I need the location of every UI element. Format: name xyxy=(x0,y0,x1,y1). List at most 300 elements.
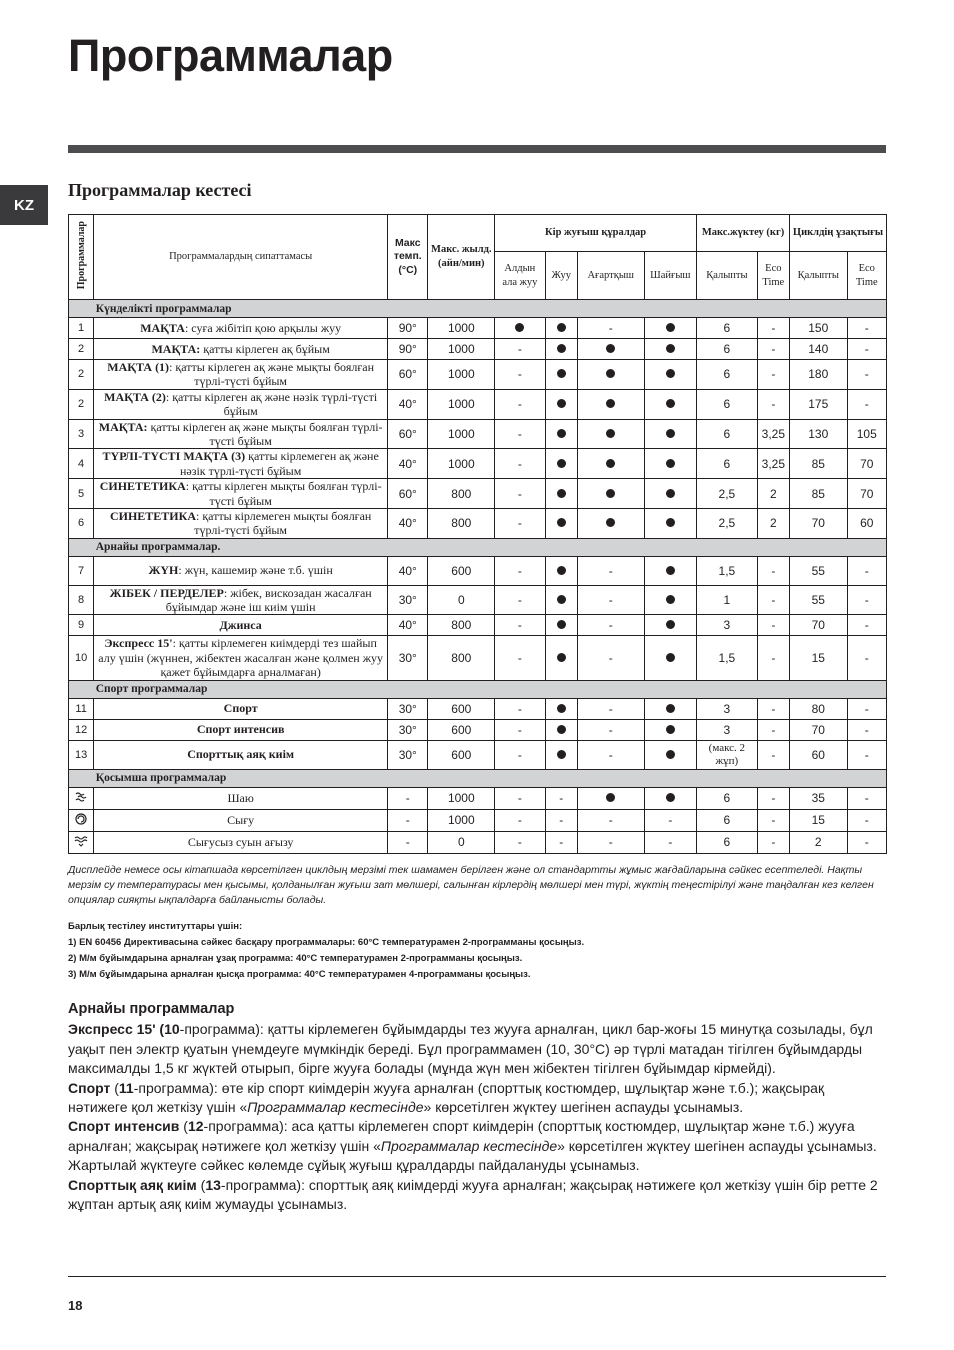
duration-normal-cell: 70 xyxy=(789,615,847,636)
wash-cell xyxy=(545,360,577,390)
table-row xyxy=(69,585,887,615)
max-temp-cell: 40° xyxy=(388,556,428,585)
bullet-icon xyxy=(666,323,675,332)
prewash-cell: - xyxy=(495,479,545,509)
bullet-icon xyxy=(666,793,675,802)
bleach-cell xyxy=(577,419,644,449)
load-eco-cell: - xyxy=(757,636,789,680)
duration-normal-cell: 130 xyxy=(789,419,847,449)
program-description: Спорт интенсив xyxy=(94,719,388,740)
bullet-icon xyxy=(557,750,566,759)
prewash-cell: - xyxy=(495,809,545,831)
prewash-cell: - xyxy=(495,585,545,615)
table-row xyxy=(69,389,887,419)
softener-cell xyxy=(644,360,697,390)
wash-cell xyxy=(545,698,577,719)
duration-eco-cell: - xyxy=(847,636,886,680)
duration-normal-cell: 140 xyxy=(789,339,847,360)
max-speed-cell: 1000 xyxy=(428,360,495,390)
max-speed-cell: 1000 xyxy=(428,449,495,479)
max-temp-cell: 30° xyxy=(388,719,428,740)
load-normal-cell: 6 xyxy=(697,831,758,853)
header-duration-normal: Қалыпты xyxy=(789,252,847,300)
bullet-icon xyxy=(557,323,566,332)
bullet-icon xyxy=(606,344,615,353)
duration-normal-cell: 35 xyxy=(789,787,847,809)
table-row xyxy=(69,479,887,509)
max-temp-cell: - xyxy=(388,809,428,831)
duration-normal-cell: 150 xyxy=(789,318,847,339)
bullet-icon xyxy=(666,459,675,468)
duration-normal-cell: 55 xyxy=(789,556,847,585)
prewash-cell: - xyxy=(495,740,545,769)
wash-cell xyxy=(545,719,577,740)
duration-normal-cell: 70 xyxy=(789,508,847,538)
bullet-icon xyxy=(666,595,675,604)
section-row xyxy=(69,300,887,318)
max-speed-cell: 0 xyxy=(428,585,495,615)
program-number: 2 xyxy=(69,339,94,360)
program-number: 11 xyxy=(69,698,94,719)
load-normal-cell: 6 xyxy=(697,787,758,809)
softener-cell xyxy=(644,508,697,538)
program-description: МАҚТА (1): қатты кірлеген ақ және мықты боялған түрлі-түсті бұйым xyxy=(94,360,388,390)
max-speed-cell: 1000 xyxy=(428,787,495,809)
prewash-cell: - xyxy=(495,719,545,740)
bullet-icon xyxy=(666,489,675,498)
bleach-cell: - xyxy=(577,831,644,853)
duration-eco-cell: - xyxy=(847,809,886,831)
max-temp-cell: 90° xyxy=(388,339,428,360)
drain-icon xyxy=(69,831,94,853)
tests-item: 2) М/м бұйымдарына арналған ұзақ программа: 40°C температурамен 2-программаны қосыңыз. xyxy=(68,953,523,964)
bullet-icon xyxy=(666,704,675,713)
program-description: Спорт xyxy=(94,698,388,719)
load-eco-cell: - xyxy=(757,389,789,419)
load-eco-cell: - xyxy=(757,318,789,339)
express-paragraph: Экспресс 15' (10-программа): қатты кірлемеген бұйымдарды тез жууға арналған, цикл бар-жоғы 15 минутқа созылады, бұл уақыт пен электр қуатын үнемдеуге мүмкіндік береді. Бұл программамен (10, 30°C) әр түрлі матадан тігілген бұйымдарды максималды 1,5 кг жүктей отырып, бірге жууға болады (мұнда жүн мен жібектен тігілген бұйымдар кірмейді). xyxy=(68,1021,873,1077)
load-normal-cell: 6 xyxy=(697,809,758,831)
load-eco-cell: - xyxy=(757,787,789,809)
table-row xyxy=(69,449,887,479)
table-row xyxy=(69,339,887,360)
program-description: Джинса xyxy=(94,615,388,636)
prewash-cell: - xyxy=(495,698,545,719)
table-heading: Программалар кестесі xyxy=(68,180,252,200)
bleach-cell xyxy=(577,339,644,360)
bullet-icon xyxy=(557,369,566,378)
rinse-icon xyxy=(69,787,94,809)
bottom-divider xyxy=(68,1276,886,1277)
table-row xyxy=(69,360,887,390)
load-normal-cell: 6 xyxy=(697,419,758,449)
bleach-cell xyxy=(577,449,644,479)
duration-eco-cell: - xyxy=(847,556,886,585)
duration-normal-cell: 70 xyxy=(789,719,847,740)
bullet-icon xyxy=(557,399,566,408)
load-eco-cell: - xyxy=(757,831,789,853)
bullet-icon xyxy=(666,399,675,408)
load-normal-cell: (макс. 2 жұп) xyxy=(697,740,758,769)
duration-eco-cell: - xyxy=(847,698,886,719)
duration-normal-cell: 15 xyxy=(789,636,847,680)
page-title: Программалар xyxy=(68,30,393,81)
load-eco-cell: - xyxy=(757,339,789,360)
programs-table-body xyxy=(69,300,887,854)
bullet-icon xyxy=(666,344,675,353)
program-description: Сығу xyxy=(94,809,388,831)
table-row xyxy=(69,809,887,831)
section-label: Спорт программалар xyxy=(94,680,887,698)
program-description: МАҚТА (2): қатты кірлеген ақ және нәзік түрлі-түсті бұйым xyxy=(94,389,388,419)
section-label: Арнайы программалар. xyxy=(94,538,887,556)
bullet-icon xyxy=(666,566,675,575)
softener-cell xyxy=(644,449,697,479)
duration-eco-cell: 70 xyxy=(847,479,886,509)
load-eco-cell: - xyxy=(757,719,789,740)
bleach-cell: - xyxy=(577,740,644,769)
load-normal-cell: 1 xyxy=(697,585,758,615)
bullet-icon xyxy=(666,750,675,759)
softener-cell xyxy=(644,698,697,719)
wash-cell: - xyxy=(545,831,577,853)
load-normal-cell: 2,5 xyxy=(697,508,758,538)
wash-cell xyxy=(545,318,577,339)
wash-cell xyxy=(545,449,577,479)
wash-cell xyxy=(545,585,577,615)
table-row xyxy=(69,787,887,809)
wash-cell xyxy=(545,636,577,680)
bullet-icon xyxy=(557,344,566,353)
duration-normal-cell: 85 xyxy=(789,449,847,479)
load-eco-cell: - xyxy=(757,809,789,831)
max-temp-cell: - xyxy=(388,787,428,809)
max-speed-cell: 800 xyxy=(428,508,495,538)
prewash-cell: - xyxy=(495,419,545,449)
bleach-cell xyxy=(577,360,644,390)
bullet-icon xyxy=(557,429,566,438)
table-row xyxy=(69,556,887,585)
program-number: 8 xyxy=(69,585,94,615)
prewash-cell: - xyxy=(495,389,545,419)
max-speed-cell: 600 xyxy=(428,698,495,719)
program-number: 13 xyxy=(69,740,94,769)
bleach-cell: - xyxy=(577,615,644,636)
program-number: 3 xyxy=(69,419,94,449)
sport-shoes-paragraph: Спорттық аяқ киім (13-программа): спорттық аяқ киімдерді жууға арналған; жақсырақ нәтижеге қол жеткізу үшін бір ретте 2 жұптан артық аяқ киім жумауды ұсынамыз. xyxy=(68,1176,878,1213)
tests-item: 3) М/м бұйымдарына арналған қысқа программа: 40°C температурамен 4-программаны қосыңыз. xyxy=(68,969,531,980)
prewash-cell: - xyxy=(495,615,545,636)
bullet-icon xyxy=(557,459,566,468)
program-description: Экспресс 15': қатты кірлемеген киімдерді тез шайып алу үшін (жүннен, жібектен жасалған және қолмен жуу қажет бұйымдарға арналмаған) xyxy=(94,636,388,680)
bullet-icon xyxy=(666,429,675,438)
table-row xyxy=(69,719,887,740)
bullet-icon xyxy=(606,518,615,527)
sport-paragraph: Спорт (11-программа): өте кір спорт киімдерін жууға арналған (спорттық костюмдер, шұлықтар және т.б.); жақсырақ нәтижеге қол жеткізу үшін «Программалар кестесінде» көрсетілген жүктеу шегінен аспауды ұсынамыз. xyxy=(68,1079,825,1116)
duration-normal-cell: 15 xyxy=(789,809,847,831)
program-description: СИНЕТЕТИКА: қатты кірлемеген мықты боялған түрлі-түсті бұйым xyxy=(94,508,388,538)
wash-cell xyxy=(545,389,577,419)
duration-normal-cell: 80 xyxy=(789,698,847,719)
prewash-cell: - xyxy=(495,508,545,538)
load-eco-cell: - xyxy=(757,615,789,636)
tests-heading: Барлық тестілеу институттары үшін: xyxy=(68,921,243,932)
max-temp-cell: 30° xyxy=(388,636,428,680)
program-description: Шаю xyxy=(94,787,388,809)
duration-note: Дисплейде немесе осы кітапшада көрсетілген циклдың мерзімі тек шамамен берілген және ол стандартты жұмыс жағдайларына сәйкес есептеледі. Нақты мерзім су температурасы мен қысымы, қолданылған жуғыш зат мөлшері, салынған кірлердің мөлшері мен түрі, жүктің теңестірілуі және таңдалған кез келген опциялар сияқты ықпалдарға байланысты болады. xyxy=(68,864,874,906)
softener-cell xyxy=(644,585,697,615)
max-speed-cell: 800 xyxy=(428,615,495,636)
program-description: СИНЕТЕТИКА: қатты кірлеген мықты боялған түрлі-түсті бұйым xyxy=(94,479,388,509)
prewash-cell: - xyxy=(495,360,545,390)
max-temp-cell: 30° xyxy=(388,740,428,769)
prewash-cell: - xyxy=(495,787,545,809)
program-number: 6 xyxy=(69,508,94,538)
bullet-icon xyxy=(606,399,615,408)
programs-table xyxy=(68,214,887,854)
load-eco-cell: - xyxy=(757,740,789,769)
wash-cell xyxy=(545,419,577,449)
bullet-icon xyxy=(666,518,675,527)
duration-eco-cell: - xyxy=(847,615,886,636)
top-divider xyxy=(68,145,886,153)
duration-eco-cell: - xyxy=(847,389,886,419)
duration-eco-cell: 105 xyxy=(847,419,886,449)
softener-cell xyxy=(644,339,697,360)
bullet-icon xyxy=(557,566,566,575)
softener-cell xyxy=(644,740,697,769)
header-max-load: Макс.жүктеу (кг) xyxy=(697,215,790,252)
duration-normal-cell: 175 xyxy=(789,389,847,419)
softener-cell xyxy=(644,389,697,419)
duration-eco-cell: - xyxy=(847,339,886,360)
bullet-icon xyxy=(606,459,615,468)
spin-icon xyxy=(69,809,94,831)
page-number: 18 xyxy=(68,1298,83,1313)
sport-intensive-paragraph: Спорт интенсив (12-программа): аса қатты кірлемеген спорт киімдерін (спорттық костюмдер, шұлықтар және т.б.) жууға арналған; жақсырақ нәтижеге қол жеткізу үшін «Программалар кестесінде» көрсетілген жүктеу шегінен аспауды ұсынамыз. Жартылай жүктеуге сәйкес көлемде сұйық жуғыш құралдарды пайдалануды ұсынамыз. xyxy=(68,1118,877,1174)
program-description: МАҚТА: қатты кірлеген ақ және мықты боялған түрлі-түсті бұйым xyxy=(94,419,388,449)
duration-eco-cell: - xyxy=(847,740,886,769)
duration-normal-cell: 85 xyxy=(789,479,847,509)
section-row xyxy=(69,680,887,698)
load-normal-cell: 6 xyxy=(697,318,758,339)
program-number: 2 xyxy=(69,389,94,419)
program-number: 12 xyxy=(69,719,94,740)
header-cycle-duration: Циклдің ұзақтығы xyxy=(789,215,886,252)
program-number: 1 xyxy=(69,318,94,339)
prewash-cell: - xyxy=(495,556,545,585)
tests-item: 1) EN 60456 Директивасына сәйкес басқару программалары: 60°C температурамен 2-программаны қосыңыз. xyxy=(68,937,585,948)
program-number: 7 xyxy=(69,556,94,585)
bleach-cell: - xyxy=(577,585,644,615)
load-eco-cell: 3,25 xyxy=(757,449,789,479)
bullet-icon xyxy=(557,704,566,713)
softener-cell xyxy=(644,318,697,339)
load-normal-cell: 6 xyxy=(697,339,758,360)
load-normal-cell: 3 xyxy=(697,698,758,719)
program-description: ЖҮН: жүн, кашемир және т.б. үшін xyxy=(94,556,388,585)
header-load-eco: Eco Time xyxy=(757,252,789,300)
load-normal-cell: 1,5 xyxy=(697,636,758,680)
duration-normal-cell: 180 xyxy=(789,360,847,390)
section-blank xyxy=(69,538,94,556)
duration-eco-cell: - xyxy=(847,719,886,740)
bleach-cell: - xyxy=(577,636,644,680)
max-temp-cell: 40° xyxy=(388,389,428,419)
load-normal-cell: 2,5 xyxy=(697,479,758,509)
bleach-cell xyxy=(577,479,644,509)
prewash-cell xyxy=(495,318,545,339)
header-softener: Шайғыш xyxy=(644,252,697,300)
header-wash: Жуу xyxy=(545,252,577,300)
bullet-icon xyxy=(557,518,566,527)
softener-cell: - xyxy=(644,831,697,853)
bullet-icon xyxy=(666,369,675,378)
bleach-cell xyxy=(577,508,644,538)
bleach-cell: - xyxy=(577,698,644,719)
language-tab: KZ xyxy=(0,185,48,225)
program-number: 9 xyxy=(69,615,94,636)
bleach-cell: - xyxy=(577,318,644,339)
bullet-icon xyxy=(606,429,615,438)
program-number: 2 xyxy=(69,360,94,390)
wash-cell: - xyxy=(545,787,577,809)
table-row xyxy=(69,318,887,339)
max-temp-cell: 90° xyxy=(388,318,428,339)
program-description: ЖІБЕК / ПЕРДЕЛЕР: жібек, вискозадан жасалған бұйымдар және іш киім үшін xyxy=(94,585,388,615)
program-description: МАҚТА: суға жібітіп қою арқылы жуу xyxy=(94,318,388,339)
bullet-icon xyxy=(606,489,615,498)
duration-eco-cell: 70 xyxy=(847,449,886,479)
prewash-cell: - xyxy=(495,449,545,479)
bullet-icon xyxy=(606,793,615,802)
max-temp-cell: 60° xyxy=(388,479,428,509)
section-label: Күнделікті программалар xyxy=(94,300,887,318)
max-temp-cell: 60° xyxy=(388,360,428,390)
section-label: Қосымша программалар xyxy=(94,769,887,787)
max-temp-cell: 30° xyxy=(388,585,428,615)
max-speed-cell: 1000 xyxy=(428,318,495,339)
max-speed-cell: 800 xyxy=(428,479,495,509)
header-load-normal: Қалыпты xyxy=(697,252,758,300)
softener-cell xyxy=(644,615,697,636)
wash-cell xyxy=(545,740,577,769)
prewash-cell: - xyxy=(495,339,545,360)
bleach-cell xyxy=(577,787,644,809)
max-speed-cell: 1000 xyxy=(428,339,495,360)
section-row xyxy=(69,538,887,556)
load-eco-cell: - xyxy=(757,556,789,585)
table-row xyxy=(69,698,887,719)
max-temp-cell: 40° xyxy=(388,449,428,479)
header-max-speed: Макс. жылд. (айн/мин) xyxy=(428,215,495,300)
bullet-icon xyxy=(515,323,524,332)
special-heading: Арнайы программалар xyxy=(68,1001,235,1017)
max-speed-cell: 0 xyxy=(428,831,495,853)
load-eco-cell: - xyxy=(757,585,789,615)
header-programs: Программалар xyxy=(69,215,94,300)
header-duration-eco: Eco Time xyxy=(847,252,886,300)
load-eco-cell: - xyxy=(757,698,789,719)
load-normal-cell: 3 xyxy=(697,615,758,636)
header-description: Программалардың сипаттамасы xyxy=(94,215,388,300)
bleach-cell: - xyxy=(577,809,644,831)
section-blank xyxy=(69,300,94,318)
bullet-icon xyxy=(557,595,566,604)
bullet-icon xyxy=(666,725,675,734)
header-prewash: Алдын ала жуу xyxy=(495,252,545,300)
header-detergents: Кір жуғыш құралдар xyxy=(495,215,697,252)
max-speed-cell: 600 xyxy=(428,556,495,585)
max-temp-cell: 30° xyxy=(388,698,428,719)
max-speed-cell: 1000 xyxy=(428,389,495,419)
table-row xyxy=(69,508,887,538)
bleach-cell: - xyxy=(577,719,644,740)
wash-cell: - xyxy=(545,809,577,831)
load-normal-cell: 6 xyxy=(697,360,758,390)
program-description: МАҚТА: қатты кірлеген ақ бұйым xyxy=(94,339,388,360)
bullet-icon xyxy=(557,489,566,498)
table-row xyxy=(69,636,887,680)
max-temp-cell: 60° xyxy=(388,419,428,449)
duration-eco-cell: 60 xyxy=(847,508,886,538)
max-temp-cell: - xyxy=(388,831,428,853)
duration-eco-cell: - xyxy=(847,360,886,390)
program-number: 5 xyxy=(69,479,94,509)
duration-eco-cell: - xyxy=(847,831,886,853)
table-row xyxy=(69,831,887,853)
softener-cell xyxy=(644,556,697,585)
load-normal-cell: 3 xyxy=(697,719,758,740)
max-speed-cell: 600 xyxy=(428,719,495,740)
special-programs-section xyxy=(68,1000,886,1214)
table-row xyxy=(69,419,887,449)
bullet-icon xyxy=(666,620,675,629)
max-speed-cell: 1000 xyxy=(428,809,495,831)
softener-cell: - xyxy=(644,809,697,831)
wash-cell xyxy=(545,615,577,636)
load-normal-cell: 6 xyxy=(697,449,758,479)
bullet-icon xyxy=(557,620,566,629)
bullet-icon xyxy=(666,653,675,662)
program-description: Сығусыз суын ағызу xyxy=(94,831,388,853)
softener-cell xyxy=(644,636,697,680)
bleach-cell: - xyxy=(577,556,644,585)
softener-cell xyxy=(644,479,697,509)
max-speed-cell: 1000 xyxy=(428,419,495,449)
load-eco-cell: 3,25 xyxy=(757,419,789,449)
load-normal-cell: 1,5 xyxy=(697,556,758,585)
section-blank xyxy=(69,680,94,698)
prewash-cell: - xyxy=(495,831,545,853)
wash-cell xyxy=(545,556,577,585)
max-temp-cell: 40° xyxy=(388,615,428,636)
program-description: Спорттық аяқ киім xyxy=(94,740,388,769)
prewash-cell: - xyxy=(495,636,545,680)
bullet-icon xyxy=(606,369,615,378)
max-temp-cell: 40° xyxy=(388,508,428,538)
duration-normal-cell: 2 xyxy=(789,831,847,853)
bullet-icon xyxy=(557,653,566,662)
load-normal-cell: 6 xyxy=(697,389,758,419)
section-row xyxy=(69,769,887,787)
program-description: ТҮРЛІ-ТҮСТІ МАҚТА (3) қатты кірлемеген ақ және нәзік түрлі-түсті бұйым xyxy=(94,449,388,479)
max-speed-cell: 800 xyxy=(428,636,495,680)
softener-cell xyxy=(644,719,697,740)
table-row xyxy=(69,740,887,769)
softener-cell xyxy=(644,419,697,449)
section-blank xyxy=(69,769,94,787)
